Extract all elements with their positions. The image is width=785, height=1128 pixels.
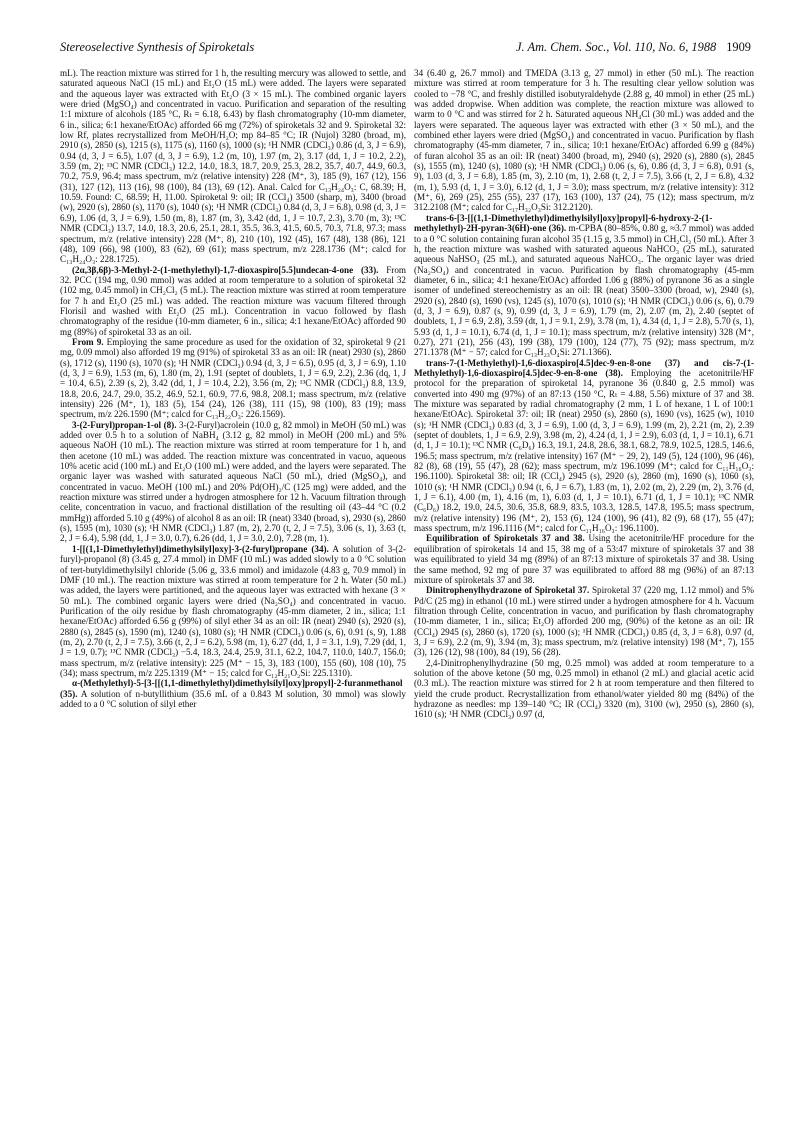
paragraph-text: From 32. PCC (194 mg, 0.90 mmol) was added at room temperature to a solution of spiroketal 32 (102 mg, 0.45 mmol) in CH₂Cl₂ (5 mL). The reaction mixture was stirred at room temperature for 7 h and Et₂O (25 mL) was added. The reaction mixture was vacuum filtered through Florisil and washed with Et₂O (25 mL). Concentration in vacuo followed by flash chromatography of the residue (10-mm diameter, 6 in., silica; 4:1 hexane/EtOAc) afforded 90 mg (89%) of spiroketal 33 as an oil. [60,264,406,337]
paragraph [414,533,754,585]
left-text-column [60,68,406,1108]
paragraph-text: 2,4-Dinitrophenylhydrazine (50 mg, 0.25 mmol) was added at room temperature to a solution of the above ketone (50 mg, 0.25 mmol) in ethanol (2 mL) and glacial acetic acid (0.3 mL). The reaction mixture was stirred for 2 h at room temperature and then filtered to yield the crude product. Recrystallization from ethanol/water yielded 80 mg (84%) of the hydrazone as needles: mp 139–140 °C; IR (CCl₄) 3320 (m), 3100 (w), 2950 (s), 2860 (s), 1610 (s); ¹H NMR (CDCl₃) 0.97 (d, [414,657,754,720]
paragraph [60,337,406,420]
paragraph-heading: Dinitrophenylhydrazone of Spiroketal 37. [426,585,590,596]
journal-name: J. Am. Chem. Soc., Vol. 110, No. 6, 1988 [516,40,717,54]
paragraph-text: Employing the same procedure as used for the oxidation of 32, spiroketal 9 (21 mg, 0.09 mmol) also afforded 19 mg (91%) of spiroketal 33 as an oil: IR (neat) 2930 (s), 2860 (s), 1712 (s), 1190 (s), 1070 (s); ¹H NMR (CDCl₃) 0.94 (d, 3, J = 6.5), 0.95 (d, 3, J = 6.9), 1.10 (d, 3, J = 6.9), 1.53 (m, 6), 1.80 (m, 2), 1.91 (septet of doublets, 1, J = 6.9, 2.2), 2.36 (dq, 1, J = 10.4, 6.5), 2.39 (s, 2), 3.42 (dd, 1, J = 10.4, 2.2), 3.56 (m, 2); ¹³C NMR (CDCl₃) 8.8, 13.9, 18.8, 20.6, 24.7, 29.0, 35.2, 46.9, 52.1, 60.9, 77.6, 98.8, 208.1; mass spectrum, m/z (relative intensity) 226 (M⁺, 1), 183 (5), 154 (24), 126 (38), 111 (15), 98 (100), 83 (19); mass spectrum, m/z 226.1590 (M⁺; calcd for C₁₃H₂₂O₃: 226.1569). [60,336,406,420]
paragraph-text: A solution of n-butyllithium (35.6 mL of a 0.843 M solution, 30 mmol) was slowly added to a 0 °C solution of silyl ether [60,688,406,709]
paragraph-text: 34 (6.40 g, 26.7 mmol) and TMEDA (3.13 g, 27 mmol) in ether (50 mL). The reaction mixture was stirred at room temperature for 3 h. The resulting clear yellow solution was cooled to −78 °C, and freshly distilled isobutyraldehyde (2.88 g, 40 mmol) in ether (25 mL) was added dropwise. When addition was complete, the reaction mixture was allowed to warm to 0 °C and was stirred for 2 h. Saturated aqueous NH₄Cl (30 mL) was added and the layers were separated. The aqueous layer was extracted with ether (3 × 50 mL), and the combined ether layers were dried (MgSO₄) and concentrated in vacuo. Purification by flash chromatography (45-mm diameter, 7 in., silica; 10:1 hexane/EtOAc) afforded 6.99 g (84%) of furan alcohol 35 as an oil: IR (neat) 3400 (broad, m), 2940 (s), 2920 (s), 2880 (s), 2845 (s), 1555 (m), 1240 (s), 1080 (s); ¹H NMR (CDCl₃) 0.06 (s, 6), 0.86 (d, 3, J = 6.8), 0.91 (s, 9), 1.03 (d, 3, J = 6.8), 1.85 (m, 3), 2.10 (m, 1), 2.68 (t, 2, J = 7.5), 3.66 (t, 2, J = 6.8), 4.32 (m, 1), 5.93 (d, 1, J = 3.0), 6.12 (d, 1, J = 3.0); mass spectrum, m/z (relative intensity): 312 (M⁺, 6), 269 (25), 255 (55), 237 (17), 163 (100), 137 (24), 75 (12); mass spectrum, m/z 312.2108 (M⁺; calcd for C₁₇H₃₂O₃Si: 312.2120). [414,68,754,213]
paragraph-text: A solution of 3-(2-furyl)-propanol (8) (3.45 g, 27.4 mmol) in DMF (10 mL) was added slowly to a 0 °C solution of tert-butyldimethylsilyl chloride (5.06 g, 33.6 mmol) and imidazole (4.83 g, 70.9 mmol) in DMF (10 mL). The reaction mixture was stirred at room temperature for 2 h. Water (50 mL) was added, the layers were partitioned, and the aqueous layer was extracted with hexane (3 × 50 mL). The combined organic layers were dried (Na₂SO₄) and concentrated in vacuo. Purification of the oily residue by flash chromatography (45-mm diameter, 2 in., silica; 1:1 hexane/EtOAc) afforded 6.56 g (99%) of silyl ether 34 as an oil: IR (neat) 2940 (s), 2920 (s), 2880 (s), 2845 (s), 1590 (m), 1240 (s), 1080 (s); ¹H NMR (CDCl₃) 0.06 (s, 6), 0.91 (s, 9), 1.88 (m, 2), 2.70 (t, 2, J = 7.5), 3.66 (t, 2, J = 6.2), 5.98 (m, 1), 6.27 (dd, 1, J = 3.1, 1.9), 7.29 (dd, 1, J = 1.9, 0.7); ¹³C NMR (CDCl₃) −5.4, 18.3, 24.4, 25.9, 31.1, 62.2, 104.7, 110.0, 140.7, 156.0; mass spectrum, m/z (relative intensity): 225 (M⁺ − 15, 3), 183 (100), 155 (60), 108 (10), 75 (34); mass spectrum, m/z 225.1319 (M⁺ − 15; calcd for C₁₂H₂₁O₂Si: 225.1310). [60,543,406,678]
paragraph-text: Using the acetonitrile/HF procedure for the equilibration of spiroketals 14 and 15, 38 mg of a 53:47 mixture of spiroketals 37 and 38 was equilibrated to yield 34 mg (89%) of an 87:13 mixture of spiroketals 37 and 38. Using the same method, 92 mg of pure 37 was equilibrated to afford 88 mg (96%) of an 87:13 mixture of spiroketals 37 and 38. [414,533,754,585]
paragraph [60,265,406,337]
paragraph [414,658,754,720]
paragraph [414,585,754,657]
paragraph [60,68,406,265]
right-text-column [414,68,754,1108]
running-header [60,40,751,58]
running-title: Stereoselective Synthesis of Spiroketals [60,40,255,54]
paragraph-heading: (2α,3β,6β)-3-Methyl-2-(1-methylethyl)-1,7-dioxaspiro[5.5]undecan-4-one (33). [72,264,379,275]
paragraph-heading: From 9. [72,336,104,347]
journal-citation [516,40,751,55]
paragraph-heading: trans-6-[3-[[(1,1-Dimethylethyl)dimethylsilyl]oxy]propyl]-6-hydroxy-2-(1-methylethyl)-2H-pyran-3(6H)-one (36). [414,212,713,234]
paragraph-heading: 3-(2-Furyl)propan-1-ol (8). [72,419,177,430]
paragraph [414,68,754,213]
paragraph [414,213,754,358]
paragraph-text: 3-(2-Furyl)acrolein (10.0 g, 82 mmol) in MeOH (50 mL) was added over 0.5 h to a solution of NaBH₄ (3.12 g, 82 mmol) in MeOH (200 mL) and 5% aqueous NaOH (10 mL). The reaction mixture was stirred at room temperature for 1 h, and then acetone (10 mL) was added. The reaction mixture was concentrated in vacuo, aqueous 10% acetic acid (100 mL) and Et₂O (100 mL) were added, and the layers were separated. The organic layer was washed with saturated aqueous NaCl (50 mL), dried (MgSO₄), and concentrated in vacuo. MeOH (100 mL) and 20% Pd(OH)₂/C (125 mg) were added, and the reaction mixture was stirred under a hydrogen atmosphere for 12 h. Vacuum filtration through celite, concentration in vacuo, and fractional distillation of the resulting oil (43–44 °C (0.2 mmHg)) afforded 5.10 g (49%) of alcohol 8 as an oil: IR (neat) 3340 (broad, s), 2930 (s), 2860 (s), 1595 (m), 1030 (s); ¹H NMR (CDCl₃) 1.87 (m, 2), 2.70 (t, 2, J = 7.5), 3.06 (s, 1), 3.63 (t, 2, J = 6.4), 5.98 (dd, 1, J = 3.0, 0.7), 6.26 (dd, 1, J = 3.0, 2.0), 7.28 (m, 1). [60,419,406,544]
paragraph [60,544,406,678]
paragraph-text: Spiroketal 37 (220 mg, 1.12 mmol) and 5% Pd/C (25 mg) in ethanol (10 mL) were stirred under a hydrogen atmosphere for 4 h. Vacuum filtration through Celite, concentration in vacuo, and purification by flash chromatography (10-mm diameter, 1 in., silica; Et₂O) afforded 200 mg, (90%) of the ketone as an oil: IR (CCl₄) 2945 (s), 2860 (s), 1720 (s), 1000 (s); ¹H NMR (CDCl₃) 0.85 (d, 3, J = 6.8), 0.97 (d, 3, J = 6.9), 2.2 (m, 9), 3.94 (m, 3); mass spectrum, m/z (relative intensity) 198 (M⁺, 7), 155 (3), 126 (12), 98 (100), 84 (19), 56 (28). [414,585,754,658]
paragraph-heading: trans-7-(1-Methylethyl)-1,6-dioxaspiro[4.5]dec-9-en-8-one (37) and cis-7-(1-Methylethyl)-1,6-dioxaspiro[4.5]dec-9-en-8-one (38). [414,357,754,378]
paragraph [414,358,754,534]
paragraph [60,420,406,544]
paragraph-text: mL). The reaction mixture was stirred for 1 h, the resulting mercury was allowed to settle, and saturated aqueous NaCl (15 mL) and Et₂O (15 mL) were added. The layers were separated and the aqueous layer was extracted with Et₂O (3 × 15 mL). The combined organic layers were dried (MgSO₄) and concentrated in vacuo. Purification and separation of the resulting 1:1 mixture of alcohols (185 °C, Rₜ = 6.18, 6.43) by flash chromatography (10-mm diameter, 6 in., silica; 6:1 hexane/EtOAc) afforded 66 mg (72%) of spiroketals 32 and 9. Spiroketal 32: low Rf, plates recrystallized from MeOH/H₂O; mp 84–85 °C; IR (Nujol) 3280 (broad, m), 2910 (s), 2850 (s), 1215 (s), 1175 (s), 1160 (s), 1000 (s); ¹H NMR (CDCl₃) 0.86 (d, 3, J = 6.9), 0.94 (d, 3, J = 6.5), 1.07 (d, 3, J = 6.9), 1.2 (m, 10), 1.97 (m, 2), 3.17 (dd, 1, J = 10.2, 2.2), 3.59 (m, 2); ¹³C NMR (CDCl₃) 12.2, 14.0, 18.3, 18.7, 20.9, 25.3, 28.2, 35.7, 40.7, 44.9, 60.3, 70.2, 75.9, 96.4; mass spectrum, m/z (relative intensity) 228 (M⁺, 3), 185 (9), 167 (12), 156 (31), 127 (12), 113 (16), 98 (100), 84 (13), 69 (12). Anal. Calcd for C₁₃H₂₄O₃: C, 68.39; H, 10.59. Found: C, 68.59; H, 11.00. Spiroketal 9: oil; IR (CCl₄) 3500 (sharp, m), 3400 (broad (w), 2920 (s), 2860 (s), 1170 (s), 1040 (s); ¹H NMR (CDCl₃) 0.84 (d, 3, J = 6.8), 0.98 (d, 3, J = 6.9), 1.06 (d, 3, J = 6.9), 1.50 (m, 8), 1.87 (m, 3), 3.42 (dd, 1, J = 10.7, 2.3), 3.70 (m, 3); ¹³C NMR (CDCl₃) 13.7, 14.0, 18.3, 20.6, 25.1, 28.1, 35.5, 36.3, 41.5, 60.5, 70.3, 71.8, 97.3; mass spectrum, m/z (relative intensity) 228 (M⁺, 8), 210 (10), 192 (45), 167 (48), 138 (86), 121 (48), 109 (66), 98 (100), 83 (62), 69 (61); mass spectrum, m/z 228.1736 (M⁺; calcd for C₁₃H₂₄O₃: 228.1725). [60,68,406,265]
paragraph-text: Employing the acetonitrile/HF protocol for the preparation of spiroketal 14, pyranone 36 (0.840 g, 2.5 mmol) was converted into 490 mg (97%) of an 87:13 (150 °C, Rₜ = 4.88, 5.56) mixture of 37 and 38. The mixture was separated by radial chromatography (2 mm, 1 L of hexane, 1 L of 100:1 hexane/EtOAc). Spiroketal 37: oil; IR (neat) 2950 (s), 2860 (s), 1690 (vs), 1625 (w), 1010 (s); ¹H NMR (CDCl₃) 0.83 (d, 3, J = 6.9), 1.00 (d, 3, J = 6.9), 1.99 (m, 2), 2.21 (m, 2), 2.39 (septet of doublets, 1, J = 6.9, 2.9), 3.98 (m, 2), 4.24 (d, 1, J = 2.9), 6.03 (d, 1, J = 10.1), 6.71 (d, 1, J = 10.1); ¹³C NMR (C₆D₆) 16.3, 19.1, 24.8, 28.6, 38.1, 68.2, 78.9, 102.5, 128.5, 146.6, 196.5; mass spectrum, m/z (relative intensity) 167 (M⁺ − 29, 2), 149 (5), 124 (100), 96 (46), 82 (8), 68 (19), 55 (47), 28 (62); mass spectrum, m/z 196.1099 (M⁺; calcd for C₁₁H₁₆O₃: 196.1100). Spiroketal 38: oil; IR (CCl₄) 2945 (s), 2920 (s), 2860 (m), 1690 (s), 1060 (s), 1010 (s); ¹H NMR (CDCl₃) 0.94 (t, 6, J = 6.7), 1.83 (m, 1), 2.02 (m, 2), 2.29 (m, 2), 3.76 (d, 1, J = 6.1), 4.00 (m, 1), 4.16 (m, 1), 6.03 (d, 1, J = 10.1), 6.71 (d, 1, J = 10.1); ¹³C NMR (C₆D₆) 18.2, 19.0, 24.5, 30.6, 35.8, 68.9, 83.5, 103.3, 128.5, 147.8, 195.5; mass spectrum, m/z (relative intensity) 196 (M⁺, 2), 153 (6), 124 (100), 96 (41), 82 (9), 68 (17), 55 (47); mass spectrum, m/z 196.1116 (M⁺; calcd for C₁₁H₁₆O₃: 196.1100). [414,367,754,534]
page-number: 1909 [726,40,751,54]
paragraph-heading: α-(Methylethyl)-5-[3-[[(1,1-dimethylethyl)dimethylsilyl]oxy]propyl]-2-furanmethanol (35). [60,678,403,699]
paragraph-heading: 1-[[(1,1-Dimethylethyl)dimethylsilyl]oxy]-3-(2-furyl)propane (34). [72,543,329,554]
paragraph [60,678,406,709]
paragraph-text: m-CPBA (80–85%, 0.80 g, ≈3.7 mmol) was added to a 0 °C solution containing furan alcohol 35 (1.15 g, 3.5 mmol) in CH₂Cl₂ (50 mL). After 3 h, the reaction mixture was washed with saturated aqueous NaHCO₃ (25 mL), saturated aqueous NaHSO₃ (25 mL), and saturated aqueous NaHCO₃. The organic layer was dried (Na₂SO₄) and concentrated in vacuo. Purification by flash chromatography (45-mm diameter, 6 in., silica; 4:1 hexane/EtOAc) afforded 1.06 g (88%) of pyranone 36 as a single isomer of undefined stereochemistry as an oil: IR (neat) 3500–3300 (broad, w), 2940 (s), 2920 (s), 2840 (s), 1690 (vs), 1245 (s), 1070 (s), 1010 (s); ¹H NMR (CDCl₃) 0.06 (s, 6), 0.79 (d, 3, J = 6.9), 0.87 (s, 9), 0.99 (d, 3, J = 6.9), 1.79 (m, 2), 2.07 (m, 2), 2.40 (septet of doublets, 1, J = 6.9, 2.8), 3.59 (dt, 1, J = 9.1, 2.9), 3.78 (m, 1), 4.34 (d, 1, J = 2.8), 5.70 (s, 1), 5.93 (d, 1, J = 10.1), 6.74 (d, 1, J = 10.1); mass spectrum, m/z (relative intensity) 328 (M⁺, 0.27), 271 (21), 256 (43), 199 (38), 179 (100), 124 (77), 75 (92); mass spectrum, m/z 271.1378 (M⁺ − 57; calcd for C₁₃H₂₃O₄Si: 271.1366). [414,223,754,358]
paragraph-heading: Equilibration of Spiroketals 37 and 38. [426,533,585,544]
